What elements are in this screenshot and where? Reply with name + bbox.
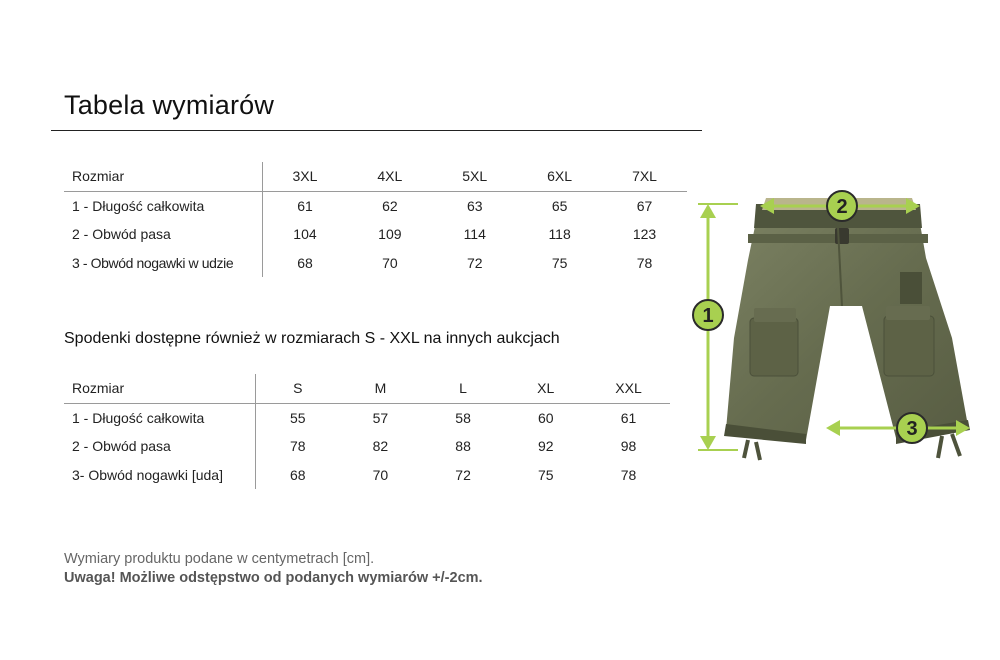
table-cell: 118 [548, 226, 571, 243]
table-column-header: 6XL [517, 162, 602, 191]
table-cell: 82 [372, 438, 389, 455]
table-cell: 60 [537, 409, 554, 426]
table-header-label: Rozmiar [64, 374, 256, 403]
table-cell: 62 [382, 197, 398, 214]
table-cell: 72 [466, 254, 483, 271]
table-column-header: 4XL [347, 162, 432, 191]
table-cell: 68 [290, 466, 306, 483]
table-column-header: S [256, 374, 339, 403]
table-cell: 61 [297, 197, 313, 214]
table-row [64, 432, 670, 461]
table-header-label: Rozmiar [64, 162, 262, 191]
marker-badge-3 [897, 413, 927, 443]
table-column-header: XL [504, 374, 587, 403]
size-table-large [64, 162, 687, 277]
table-cell: 88 [455, 438, 471, 455]
table-cell: 70 [372, 466, 389, 483]
table-cell: 123 [632, 226, 657, 243]
table-cell: 70 [382, 254, 398, 271]
table-row [64, 191, 687, 220]
row-label: 2 - Obwód pasa [64, 220, 262, 249]
marker-badge-2 [827, 191, 857, 221]
row-label: 3 - Obwód nogawki w udzie [64, 249, 262, 278]
table-column-header: 7XL [602, 162, 687, 191]
availability-note: Spodenki dostępne również w rozmiarach S - XXL na innych aukcjach [64, 330, 560, 347]
table-column-header: 5XL [432, 162, 517, 191]
table-cell: 61 [620, 409, 637, 426]
table-header-row [64, 162, 687, 191]
table-cell: 78 [620, 466, 637, 483]
units-note: Wymiary produktu podane w centymetrach [cm]. [64, 551, 375, 567]
shorts-measurement-illustration [690, 188, 990, 478]
table-cell: 63 [466, 197, 483, 214]
table-cell: 98 [620, 438, 637, 455]
table-cell: 104 [293, 226, 317, 243]
marker-label-1: 1 [702, 305, 714, 327]
row-label: 3- Obwód nogawki [uda] [64, 461, 256, 490]
table-cell: 72 [455, 466, 471, 483]
table-column-header: L [422, 374, 505, 403]
table-column-header: 3XL [262, 162, 347, 191]
size-table-small [64, 374, 670, 489]
shorts-image [724, 198, 970, 460]
table-cell: 78 [290, 438, 306, 455]
table-cell: 57 [372, 409, 389, 426]
table-column-header: M [339, 374, 422, 403]
title-divider [51, 130, 702, 131]
table-column-header: XXL [587, 374, 670, 403]
row-label: 2 - Obwód pasa [64, 432, 256, 461]
table-cell: 58 [455, 409, 471, 426]
table-cell: 68 [297, 254, 313, 271]
table-cell: 114 [463, 226, 486, 243]
table-row [64, 249, 687, 278]
marker-label-3: 3 [906, 418, 918, 440]
table-header-row [64, 374, 670, 403]
table-cell: 109 [378, 226, 402, 243]
marker-label-2: 2 [836, 196, 848, 218]
table-cell: 75 [551, 254, 568, 271]
page-title: Tabela wymiarów [64, 90, 275, 120]
table-cell: 55 [290, 409, 306, 426]
row-label: 1 - Długość całkowita [64, 403, 256, 432]
marker-badge-1 [693, 300, 723, 330]
table-cell: 65 [551, 197, 568, 214]
tolerance-warning: Uwaga! Możliwe odstępstwo od podanych wymiarów +/-2cm. [64, 570, 483, 586]
row-label: 1 - Długość całkowita [64, 191, 262, 220]
table-cell: 75 [537, 466, 554, 483]
table-cell: 92 [537, 438, 554, 455]
table-row [64, 220, 687, 249]
table-cell: 78 [636, 254, 653, 271]
table-row [64, 461, 670, 490]
table-cell: 67 [636, 197, 653, 214]
table-row [64, 403, 670, 432]
